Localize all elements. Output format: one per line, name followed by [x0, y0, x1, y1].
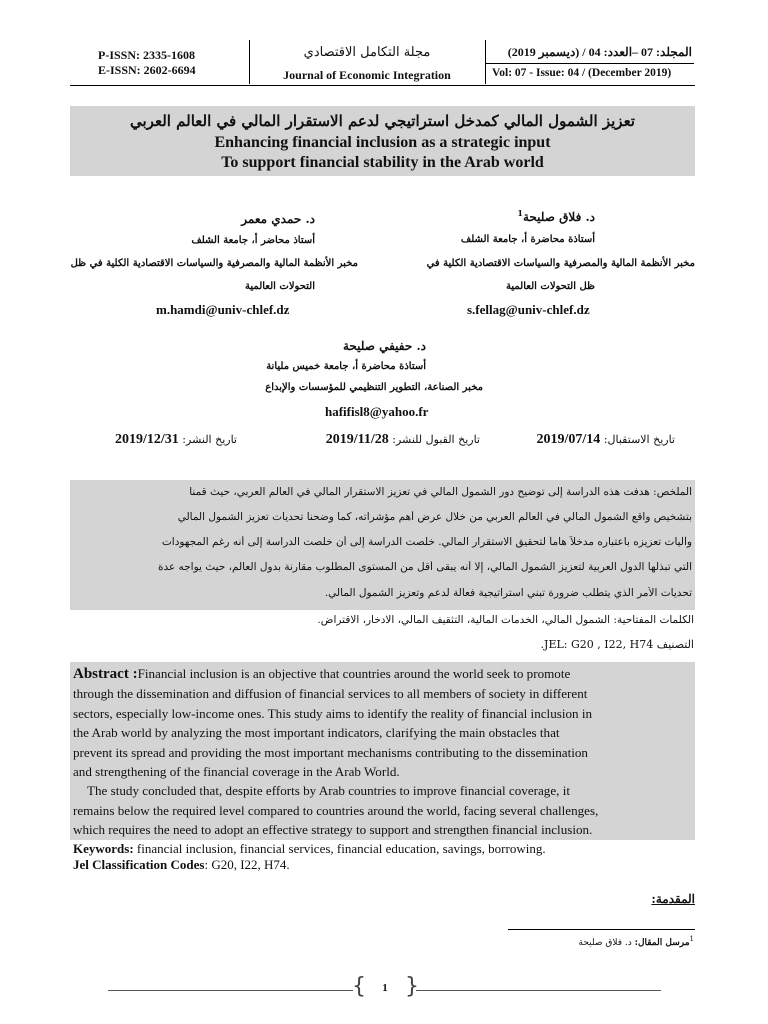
arabic-abstract-line-4: التي تبذلها الدول العربية لتعزيز الشمول المالي، إلا أنه يبقى أقل من المستوى المطلوب مقارنة بدول العالم، حيث يواجه عدة [157, 561, 692, 573]
footnote-label: مرسل المقال: [634, 938, 690, 948]
author-right-position: أستاذة محاضرة أ، جامعة الشلف [460, 234, 595, 245]
date-received-value: 2019/07/14 [536, 432, 601, 447]
english-abstract-line-5: prevent its spread and providing the most important mechanisms contributing to the dissemination [73, 744, 588, 760]
header-bottom-rule [70, 85, 695, 86]
author-left-name: د. حمدي معمر [241, 212, 315, 226]
author-center-lab: مخبر الصناعة، التطوير التنظيمي للمؤسسات والإبداع [265, 382, 483, 393]
author-left-lab-2: التحولات العالمية [245, 281, 315, 292]
english-jel-label: Jel Classification Codes [73, 857, 205, 872]
journal-title-ar: مجلة التكامل الاقتصادي [303, 45, 431, 60]
english-jel [73, 857, 290, 873]
page-rule-left [108, 990, 353, 991]
english-abstract-line-1 [73, 664, 693, 684]
arabic-abstract-line-2: بتشخيص واقع الشمول المالي في العالم العربي من خلال عرض أهم مؤشراته، كما وضحنا تحديات تعزيز الشمول المالي [177, 511, 692, 523]
footnote [480, 935, 694, 948]
page-bracket-right: } [405, 974, 419, 999]
page-bracket-left: { [352, 974, 366, 999]
date-received [495, 432, 675, 448]
author-right-sup: 1 [517, 208, 523, 218]
arabic-keywords: الكلمات المفتاحية: الشمول المالي، الخدمات المالية، التثقيف المالي، الادخار، الاقتراض. [317, 614, 694, 626]
issn-print: P-ISSN: 2335-1608 [98, 48, 196, 62]
page-number: 1 [382, 982, 388, 994]
title-arabic: تعزيز الشمول المالي كمدخل استراتيجي لدعم الاستقرار المالي في العالم العربي [130, 112, 635, 130]
english-abstract-line-2: through the dissemination and diffusion of financial services to all members of society in different [73, 686, 588, 702]
header-rule [486, 63, 694, 64]
date-published-label: تاريخ النشر: [182, 433, 237, 446]
date-accepted-label: تاريخ القبول للنشر: [392, 433, 480, 446]
issn-electronic: E-ISSN: 2602-6694 [98, 63, 196, 77]
english-abstract-line-4: the Arab world by analyzing the most important indicators, clarifying the main obstacles that [73, 725, 560, 741]
date-received-label: تاريخ الاستقبال: [603, 433, 675, 446]
date-accepted [280, 432, 480, 448]
date-published [82, 432, 237, 448]
english-abstract [73, 664, 693, 840]
volume-en: Vol: 07 - Issue: 04 / (December 2019) [492, 67, 672, 79]
title-english-2: To support financial stability in the Arab world [221, 154, 544, 171]
author-left-position: أستاذ محاضر أ، جامعة الشلف [191, 235, 315, 246]
footnote-sup: 1 [689, 935, 694, 943]
title-english-1: Enhancing financial inclusion as a strategic input [214, 134, 551, 151]
footnote-rule [508, 929, 695, 930]
author-center-name: د. حفيفي صليحة [342, 339, 426, 353]
english-abstract-line-6: and strengthening of the financial coverage in the Arab World. [73, 764, 400, 780]
english-jel-text: : G20, I22, H74. [204, 857, 290, 872]
page-rule-right [416, 990, 661, 991]
author-left-email: m.hamdi@univ-chlef.dz [156, 302, 290, 317]
english-abstract-line-8: remains below the required level compared to countries around the world, facing several challenges, [73, 802, 599, 818]
english-abstract-line-7: The study concluded that, despite efforts by Arab countries to improve financial coverage, it [87, 783, 570, 799]
english-keywords [73, 841, 546, 857]
header-divider-right [485, 40, 486, 84]
author-right-lab-2: ظل التحولات العالمية [506, 281, 595, 292]
header-divider-left [249, 40, 250, 84]
date-published-value: 2019/12/31 [115, 432, 179, 447]
abstract-label: Abstract : [73, 666, 138, 682]
english-keywords-label: Keywords: [73, 841, 134, 856]
author-center-position: أستاذة محاضرة أ، جامعة خميس مليانة [266, 361, 426, 372]
footnote-text: د. فلاق صليحة [578, 938, 632, 948]
english-abstract-line-3: sectors, especially low-income ones. This study aims to identify the reality of financial inclusion in [73, 705, 593, 721]
english-keywords-text: financial inclusion, financial services, financial education, savings, borrowing. [136, 841, 546, 856]
english-abstract-text-1: Financial inclusion is an objective that countries around the world seek to promote [137, 666, 571, 681]
author-right-lab-1: مخبر الأنظمة المالية والمصرفية والسياسات الاقتصادية الكلية في [426, 258, 695, 269]
volume-ar: المجلد: 07 –العدد: 04 / (ديسمبر 2019) [507, 45, 692, 59]
author-center-email: hafifisl8@yahoo.fr [325, 404, 429, 419]
author-right-email: s.fellag@univ-chlef.dz [467, 302, 590, 317]
intro-heading: المقدمة: [651, 892, 695, 906]
arabic-jel: التصنيف JEL: G20 , I22, H74. [540, 638, 694, 651]
author-right-name [450, 208, 595, 224]
author-left-lab-1: مخبر الأنظمة المالية والمصرفية والسياسات الاقتصادية الكلية في ظل [70, 258, 358, 269]
arabic-abstract-line-5: تحديات الأمر الذي يتطلب ضرورة تبني استراتيجية فعالة لدعم وتعزيز الشمول المالي. [324, 587, 692, 599]
journal-title-en: Journal of Economic Integration [283, 68, 451, 82]
arabic-abstract-line-1: الملخص: هدفت هذه الدراسة إلى توضيح دور الشمول المالي في تعزيز الاستقرار المالي في العالم العربي، حيث قمنا [189, 486, 692, 498]
author-right-name-text: د. فلاق صليحة [522, 210, 595, 224]
date-accepted-value: 2019/11/28 [325, 432, 389, 447]
arabic-abstract-line-3: وآليات تعزيزه باعتباره مدخلاً هاماً لتحقيق الاستقرار المالي. خلصت الدراسة إلى أن خلصت الدراسة إلى أنه رغم المجهودات [161, 536, 692, 548]
english-abstract-line-9: which requires the need to adopt an effective strategy to support and strengthen financial inclusion. [73, 822, 593, 838]
